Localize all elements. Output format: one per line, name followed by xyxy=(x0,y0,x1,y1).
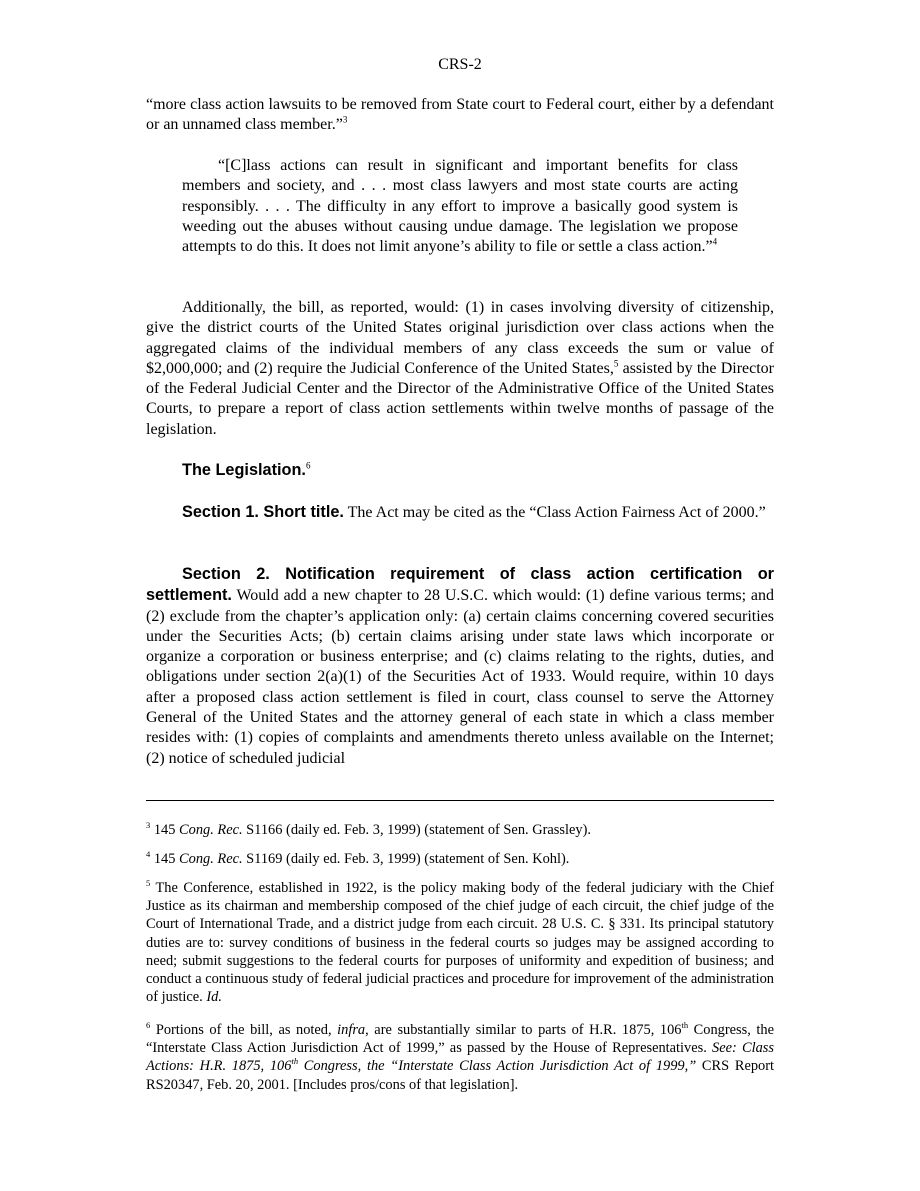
footnote-5 xyxy=(146,879,774,1006)
footnote-6-number: 6 xyxy=(146,1020,151,1031)
footnote-6-text-c: Congress, the “Interstate Class Action Jurisdiction Act of 1999,” as passed by the House of Representatives. xyxy=(146,1022,774,1057)
footnote-6-ordinal-2: th xyxy=(291,1056,299,1067)
footnote-6-text-d: CRS Report RS20347, Feb. 20, 2001. [Includes pros/cons of that legislation]. xyxy=(146,1058,775,1093)
intro-quote-text: “more class action lawsuits to be removed from State court to Federal court, either by a defendant or an unnamed class member.” xyxy=(146,96,774,134)
footnote-4-text-b: S1169 (daily ed. Feb. 3, 1999) (statement of Sen. Kohl). xyxy=(242,851,570,867)
footnote-6-text-b: , are substantially similar to parts of H.R. 1875, 106 xyxy=(365,1022,682,1038)
footnote-3-italic: Cong. Rec. xyxy=(179,822,243,838)
section1-text: The Act may be cited as the “Class Action Fairness Act of 2000.” xyxy=(343,504,766,521)
footnote-5-italic: Id. xyxy=(206,989,222,1006)
footnote-4-number: 4 xyxy=(146,849,151,860)
section2-text: Would add a new chapter to 28 U.S.C. which would: (1) define various terms; and (2) exclude from the chapter’s application only: (a) certain claims concerning covered securities under the Securities Acts; (b) certain claims arising under state laws which incorporate or organize a corporation or business enterprise; and (c) claims relating to the rights, duties, and obligations under section 2(a)(1) of the Securities Act of 1933. Would require, within 10 days after a proposed class action settlement is filed in court, class counsel to serve the Attorney General of the United States and the attorney general of each state in which a class member resides with: (1) copies of complaints and amendments thereto unless available on the Internet; (2) notice of scheduled judicial xyxy=(146,587,774,767)
footnote-ref-6[interactable]: 6 xyxy=(305,460,311,471)
footnote-5-number: 5 xyxy=(146,878,151,889)
footnote-6-see: See: Class Actions: H.R. 1875, 106 xyxy=(146,1040,774,1075)
footnote-4-text-a: 145 xyxy=(150,851,180,867)
additionally-text-part1: Additionally, the bill, as reported, would: (1) in cases involving diversity of citizenship, give the district courts of the United States original jurisdiction over class actions when the aggregated claims of the individual members of any class exceeds the sum or value of $2,000,000; and (2) require the Judicial Conference of the United States, xyxy=(146,299,774,377)
footnote-6-infra: infra xyxy=(337,1022,366,1038)
footnote-ref-5[interactable]: 5 xyxy=(613,358,619,369)
footnote-3-number: 3 xyxy=(146,820,151,831)
legislation-heading-paragraph xyxy=(146,460,774,481)
footnote-ref-3[interactable]: 3 xyxy=(342,114,348,125)
footnote-6-ordinal-1: th xyxy=(681,1020,689,1031)
footnote-6-text-a: Portions of the bill, as noted, xyxy=(150,1022,338,1038)
footnote-ref-4[interactable]: 4 xyxy=(712,236,718,247)
additionally-paragraph xyxy=(146,298,774,440)
section2-heading: Section 2. Notification requirement of class action certification or settlement. xyxy=(146,565,774,605)
footnote-3-text-a: 145 xyxy=(150,822,180,838)
section1-paragraph xyxy=(146,502,774,523)
footnote-3-text-b: S1166 (daily ed. Feb. 3, 1999) (statement of Sen. Grassley). xyxy=(242,822,591,838)
intro-quote-paragraph xyxy=(146,95,774,136)
block-quote-text: “[C]lass actions can result in significant and important benefits for class members and society, and . . . most class lawyers and most state courts are acting responsibly. . . . The difficulty in any effort to improve a basically good system is weeding out the abuses without causing undue damage. The legislation we propose attempts to do this. It does not limit anyone’s ability to file or settle a class action.” xyxy=(182,157,738,256)
footnote-3 xyxy=(146,821,774,839)
section2-paragraph xyxy=(146,564,774,769)
footnote-4 xyxy=(146,850,774,868)
footnote-4-italic: Cong. Rec. xyxy=(179,851,243,867)
additionally-text-part2: assisted by the Director of the Federal Judicial Center and the Director of the Administrative Office of the United States Courts, to prepare a report of class action settlements within twelve months of passage of the legislation. xyxy=(146,359,775,438)
block-quote xyxy=(182,156,738,257)
section1-heading: Section 1. Short title. xyxy=(182,503,344,521)
footnote-divider xyxy=(146,800,774,801)
footnote-5-text: The Conference, established in 1922, is the policy making body of the federal judiciary with the Chief Justice as its chairman and membership composed of the chief judge of each circuit, the chief judge of the Court of International Trade, and a district judge from each circuit. 28 U.S. C. § 331. Its principal statutory duties are to: survey conditions of business in the federal courts so judges may be assigned according to need; submit suggestions to the federal courts for purposes of uniformity and expedition of business; and conduct a continuous study of federal judicial practices and procedure for improvement of the administration of justice. xyxy=(146,880,774,1006)
footnote-6-see-cont: Congress, the “Interstate Class Action Jurisdiction Act of 1999,” xyxy=(298,1058,697,1075)
page-header: CRS-2 xyxy=(438,56,482,73)
footnote-6 xyxy=(146,1021,774,1094)
legislation-heading: The Legislation. xyxy=(182,461,306,479)
